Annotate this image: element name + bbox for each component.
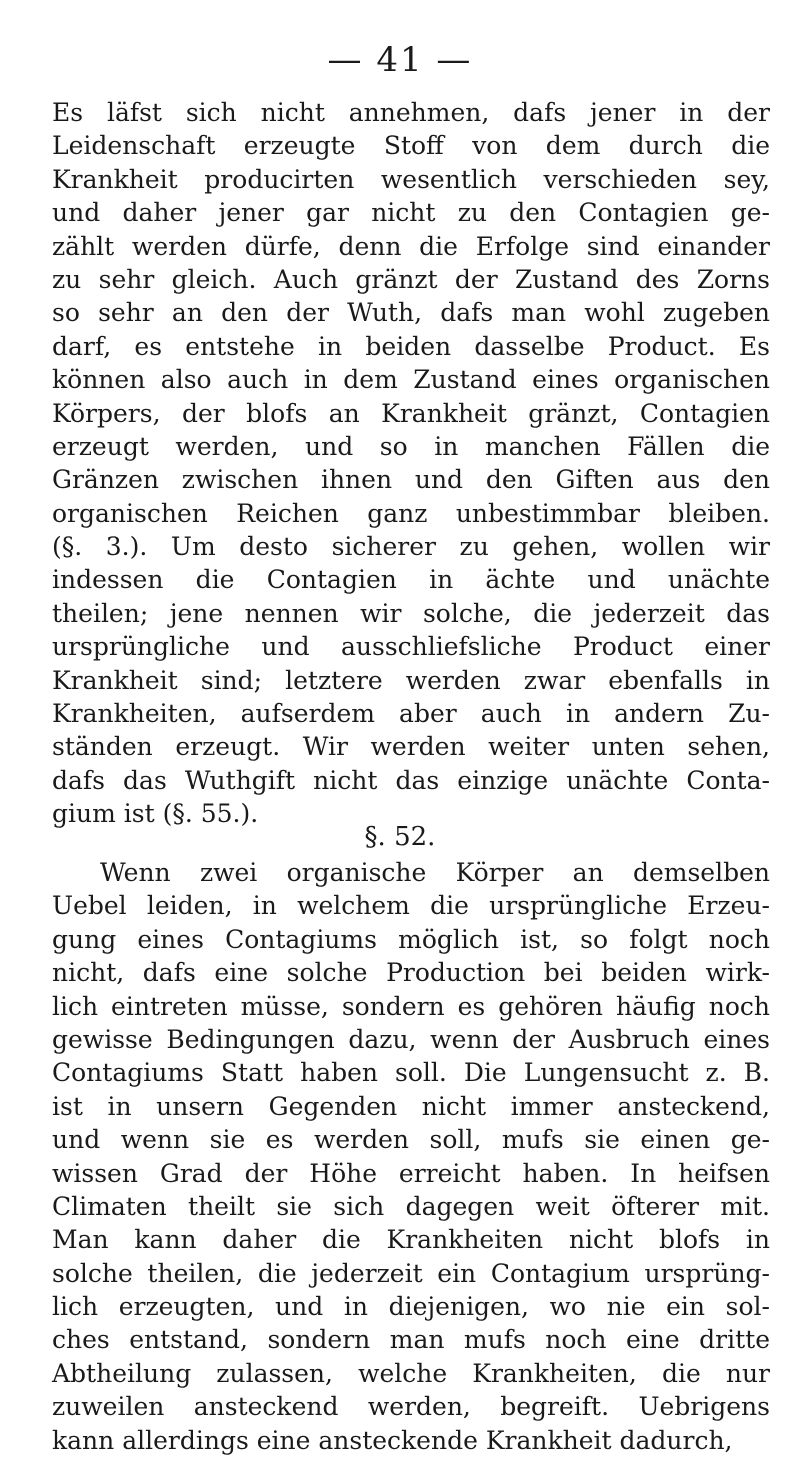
- page-number: — 41 —: [327, 40, 473, 80]
- text-line: organischen Reichen ganz unbestimmbar bleiben.: [52, 498, 770, 528]
- text-line: kann allerdings eine ansteckende Krankheit dadurch,: [52, 1425, 733, 1455]
- text-line: so sehr an den der Wuth, dafs man wohl zugeben: [52, 298, 770, 328]
- text-line: Körpers, der blofs an Krankheit gränzt, Contagien: [52, 398, 770, 428]
- section-heading: §. 52.: [364, 822, 436, 852]
- text-line: lich eintreten müsse, sondern es gehören häufig noch: [52, 991, 770, 1021]
- paragraph-1: [52, 96, 770, 831]
- text-line: und daher jener gar nicht zu den Contagien ge-: [52, 198, 770, 228]
- text-line: Krankheiten, aufserdem aber auch in andern Zu-: [52, 699, 770, 729]
- text-line: Abtheilung zulassen, welche Krankheiten, die nur: [52, 1358, 770, 1388]
- text-line: gium ist (§. 55.).: [52, 799, 259, 829]
- text-line: dafs das Wuthgift nicht das einzige unächte Conta-: [52, 765, 770, 795]
- text-line: ches entstand, sondern man mufs noch eine dritte: [52, 1325, 770, 1355]
- paragraph-2: [52, 856, 770, 1457]
- text-line: ständen erzeugt. Wir werden weiter unten sehen,: [52, 732, 770, 762]
- text-line: Man kann daher die Krankheiten nicht blofs in: [52, 1225, 770, 1255]
- text-line: und wenn sie es werden soll, mufs sie einen ge-: [52, 1125, 770, 1155]
- text-line: Krankheit sind; letztere werden zwar ebenfalls in: [52, 665, 770, 695]
- text-line: indessen die Contagien in ächte und unächte: [52, 565, 770, 595]
- text-line: wissen Grad der Höhe erreicht haben. In heifsen: [52, 1158, 770, 1188]
- text-line: nicht, dafs eine solche Production bei beiden wirk-: [52, 958, 770, 988]
- text-line: Gränzen zwischen ihnen und den Giften aus den: [52, 465, 770, 495]
- text-line: solche theilen, die jederzeit ein Contagium ursprüng-: [52, 1258, 770, 1288]
- text-line: lich erzeugten, und in diejenigen, wo nie ein sol-: [52, 1292, 770, 1322]
- text-line: können also auch in dem Zustand eines organischen: [52, 365, 770, 395]
- text-line: Contagiums Statt haben soll. Die Lungensucht z. B.: [52, 1058, 770, 1088]
- text-line: Leidenschaft erzeugte Stoff von dem durch die: [52, 131, 770, 161]
- text-line: ursprüngliche und ausschliefsliche Product einer: [52, 632, 770, 662]
- text-line: gewisse Bedingungen dazu, wenn der Ausbruch eines: [52, 1024, 770, 1054]
- text-line: erzeugt werden, und so in manchen Fällen die: [52, 431, 770, 461]
- text-line: gung eines Contagiums möglich ist, so folgt noch: [52, 924, 770, 954]
- text-line: zählt werden dürfe, denn die Erfolge sind einander: [52, 231, 770, 261]
- text-line: zu sehr gleich. Auch gränzt der Zustand des Zorns: [52, 264, 770, 294]
- text-line: Uebel leiden, in welchem die ursprüngliche Erzeu-: [52, 891, 770, 921]
- text-line: Climaten theilt sie sich dagegen weit öfterer mit.: [52, 1191, 770, 1221]
- text-line: ist in unsern Gegenden nicht immer ansteckend,: [52, 1091, 770, 1121]
- text-line: Es läfst sich nicht annehmen, dafs jener in der: [52, 98, 770, 127]
- text-line: (§. 3.). Um desto sicherer zu gehen, wollen wir: [52, 532, 770, 562]
- text-line: darf, es entstehe in beiden dasselbe Product. Es: [52, 331, 770, 361]
- text-line: Krankheit producirten wesentlich verschieden sey,: [52, 164, 770, 194]
- text-line: theilen; jene nennen wir solche, die jederzeit das: [52, 598, 770, 628]
- text-line: zuweilen ansteckend werden, begreift. Uebrigens: [52, 1392, 770, 1422]
- text-line: Wenn zwei organische Körper an demselben: [100, 858, 770, 887]
